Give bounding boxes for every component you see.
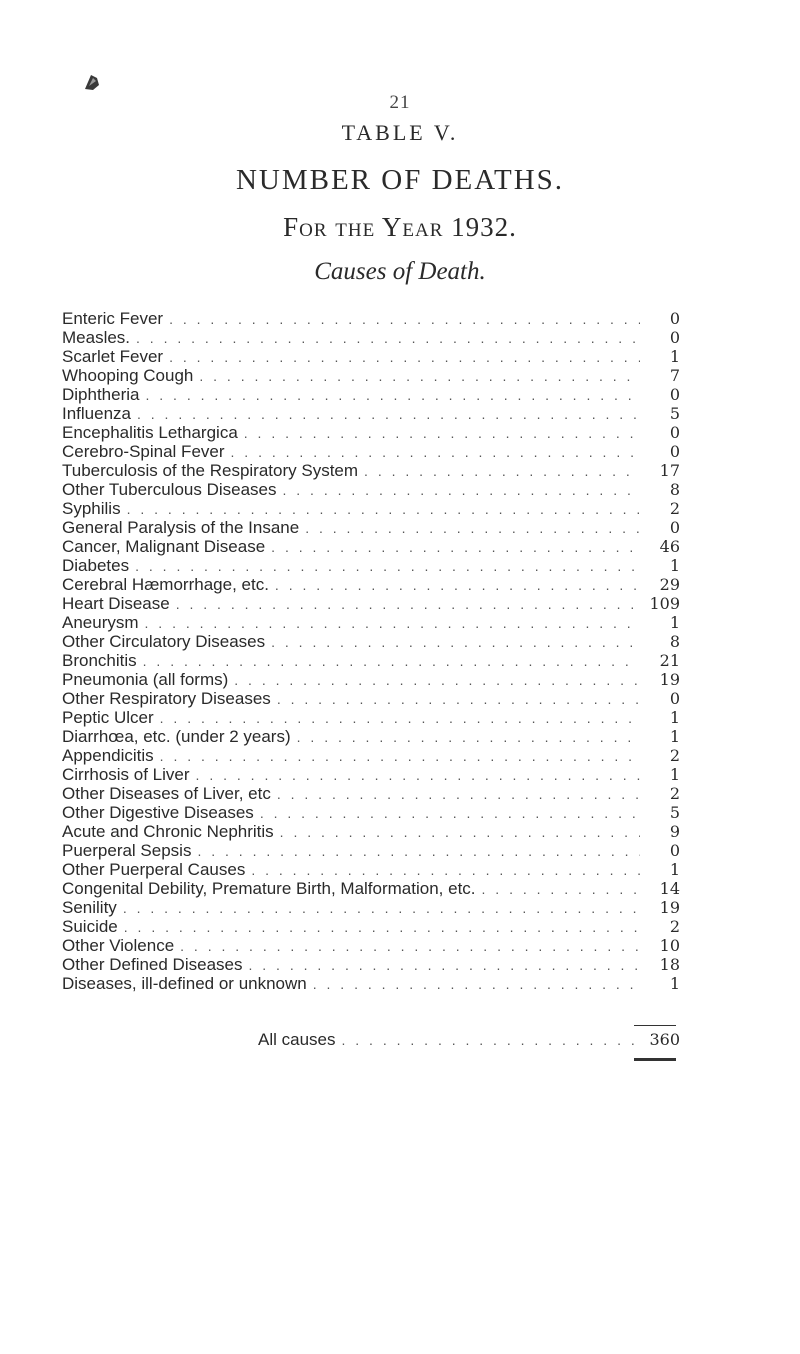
cause-row bbox=[62, 879, 680, 898]
cause-label: Bronchitis bbox=[62, 651, 137, 670]
cause-label: Cancer, Malignant Disease bbox=[62, 537, 266, 556]
dot-leader bbox=[160, 709, 640, 728]
cause-row bbox=[62, 404, 680, 423]
cause-count: 1 bbox=[669, 556, 680, 575]
cause-count: 0 bbox=[669, 309, 680, 328]
cause-count: 9 bbox=[669, 822, 680, 841]
cause-count: 0 bbox=[669, 841, 680, 860]
dot-leader bbox=[135, 557, 640, 576]
dot-leader bbox=[127, 500, 640, 519]
cause-count: 18 bbox=[659, 955, 680, 974]
cause-row bbox=[62, 898, 680, 917]
cause-label: Other Diseases of Liver, etc bbox=[62, 784, 271, 803]
cause-row bbox=[62, 670, 680, 689]
cause-label: Appendicitis bbox=[62, 746, 154, 765]
cause-count: 0 bbox=[669, 423, 680, 442]
cause-row bbox=[62, 689, 680, 708]
cause-count: 2 bbox=[669, 784, 680, 803]
cause-label: Other Tuberculous Diseases bbox=[62, 480, 277, 499]
cause-count: 29 bbox=[659, 575, 680, 594]
cause-label: Suicide bbox=[62, 917, 118, 936]
cause-row bbox=[62, 803, 680, 822]
cause-row bbox=[62, 841, 680, 860]
dot-leader bbox=[196, 766, 640, 785]
cause-label: Other Respiratory Diseases bbox=[62, 689, 271, 708]
total-label: All causes bbox=[258, 1030, 336, 1049]
cause-label: Pneumonia (all forms) bbox=[62, 670, 229, 689]
dot-leader bbox=[271, 633, 640, 652]
cause-count: 2 bbox=[669, 499, 680, 518]
dot-leader bbox=[244, 424, 640, 443]
cause-row bbox=[62, 917, 680, 936]
dot-leader bbox=[283, 481, 641, 500]
cause-row bbox=[62, 936, 680, 955]
cause-label: Encephalitis Lethargica bbox=[62, 423, 238, 442]
total-value: 360 bbox=[649, 1030, 680, 1049]
cause-count: 1 bbox=[669, 860, 680, 879]
cause-count: 14 bbox=[659, 879, 680, 898]
cause-label: Enteric Fever bbox=[62, 309, 164, 328]
page-number: 21 bbox=[389, 92, 411, 113]
cause-count: 19 bbox=[659, 898, 680, 917]
cause-label: Aneurysm bbox=[62, 613, 139, 632]
cause-count: 8 bbox=[669, 480, 680, 499]
dot-leader bbox=[197, 842, 640, 861]
cause-row bbox=[62, 727, 680, 746]
cause-count: 2 bbox=[669, 746, 680, 765]
cause-row bbox=[62, 575, 680, 594]
cause-row bbox=[62, 461, 680, 480]
cause-label: Diarrhœa, etc. (under 2 years) bbox=[62, 727, 291, 746]
cause-count: 10 bbox=[659, 936, 680, 955]
dot-leader bbox=[145, 614, 640, 633]
cause-label: Influenza bbox=[62, 404, 131, 423]
dot-leader bbox=[176, 595, 640, 614]
cause-row bbox=[62, 594, 680, 613]
dot-leader bbox=[364, 462, 640, 481]
dot-leader bbox=[143, 652, 640, 671]
cause-count: 5 bbox=[669, 404, 680, 423]
cause-row bbox=[62, 556, 680, 575]
cause-label: Peptic Ulcer bbox=[62, 708, 154, 727]
dot-leader bbox=[180, 937, 640, 956]
cause-label: Congenital Debility, Premature Birth, Malformation, etc. bbox=[62, 879, 476, 898]
total-row bbox=[258, 1030, 680, 1050]
dot-leader bbox=[160, 747, 640, 766]
cause-label: Other Puerperal Causes bbox=[62, 860, 246, 879]
cause-row bbox=[62, 632, 680, 651]
cause-row bbox=[62, 613, 680, 632]
cause-label: Other Circulatory Diseases bbox=[62, 632, 266, 651]
cause-row bbox=[62, 822, 680, 841]
dot-leader bbox=[169, 310, 640, 329]
total-rule-bottom bbox=[634, 1058, 676, 1061]
cause-count: 0 bbox=[669, 689, 680, 708]
cause-count: 0 bbox=[669, 442, 680, 461]
cause-label: Diseases, ill-defined or unknown bbox=[62, 974, 307, 993]
cause-row bbox=[62, 423, 680, 442]
cause-label: Syphilis bbox=[62, 499, 121, 518]
cause-row bbox=[62, 651, 680, 670]
causes-of-death-list bbox=[62, 309, 680, 993]
dot-leader bbox=[482, 880, 640, 899]
total-rule-top bbox=[634, 1025, 676, 1026]
dot-leader bbox=[146, 386, 641, 405]
dot-leader bbox=[271, 538, 640, 557]
cause-count: 1 bbox=[669, 727, 680, 746]
cause-label: Measles. bbox=[62, 328, 131, 347]
cause-count: 1 bbox=[669, 347, 680, 366]
dot-leader bbox=[251, 861, 640, 880]
dot-leader bbox=[137, 405, 640, 424]
cause-count: 1 bbox=[669, 708, 680, 727]
dot-leader bbox=[313, 975, 640, 994]
document-subtitle: For the Year 1932. bbox=[283, 212, 517, 242]
dot-leader bbox=[124, 918, 640, 937]
cause-row bbox=[62, 366, 680, 385]
cause-count: 21 bbox=[659, 651, 680, 670]
cause-label: Scarlet Fever bbox=[62, 347, 164, 366]
cause-label: Whooping Cough bbox=[62, 366, 194, 385]
cause-count: 0 bbox=[669, 518, 680, 537]
cause-row bbox=[62, 746, 680, 765]
cause-row bbox=[62, 309, 680, 328]
cause-row bbox=[62, 385, 680, 404]
cause-label: Cerebral Hæmorrhage, etc. bbox=[62, 575, 269, 594]
cause-row bbox=[62, 518, 680, 537]
dot-leader bbox=[136, 329, 640, 348]
cause-row bbox=[62, 860, 680, 879]
dot-leader bbox=[305, 519, 640, 538]
cause-count: 109 bbox=[649, 594, 680, 613]
cause-row bbox=[62, 765, 680, 784]
dot-leader bbox=[248, 956, 640, 975]
dot-leader bbox=[199, 367, 640, 386]
cause-label: Diabetes bbox=[62, 556, 130, 575]
cause-count: 5 bbox=[669, 803, 680, 822]
dot-leader bbox=[231, 443, 640, 462]
dot-leader bbox=[169, 348, 640, 367]
cause-count: 8 bbox=[669, 632, 680, 651]
cause-label: Cerebro-Spinal Fever bbox=[62, 442, 225, 461]
cause-row bbox=[62, 537, 680, 556]
cause-row bbox=[62, 784, 680, 803]
dot-leader bbox=[260, 804, 640, 823]
dot-leader bbox=[277, 785, 640, 804]
dot-leader bbox=[280, 823, 640, 842]
cause-label: Heart Disease bbox=[62, 594, 170, 613]
section-heading: Causes of Death. bbox=[314, 258, 486, 285]
table-label: TABLE V. bbox=[341, 120, 459, 145]
cause-row bbox=[62, 328, 680, 347]
cause-count: 1 bbox=[669, 974, 680, 993]
ink-blot-mark bbox=[82, 72, 102, 92]
cause-count: 1 bbox=[669, 765, 680, 784]
cause-count: 1 bbox=[669, 613, 680, 632]
document-title: NUMBER OF DEATHS. bbox=[235, 164, 565, 196]
cause-row bbox=[62, 442, 680, 461]
cause-label: Acute and Chronic Nephritis bbox=[62, 822, 274, 841]
cause-count: 2 bbox=[669, 917, 680, 936]
cause-label: Puerperal Sepsis bbox=[62, 841, 192, 860]
cause-row bbox=[62, 974, 680, 993]
cause-label: Cirrhosis of Liver bbox=[62, 765, 190, 784]
cause-label: Other Violence bbox=[62, 936, 175, 955]
dot-leader bbox=[277, 690, 640, 709]
cause-count: 17 bbox=[659, 461, 680, 480]
dot-leader bbox=[341, 1030, 636, 1050]
cause-row bbox=[62, 347, 680, 366]
cause-label: General Paralysis of the Insane bbox=[62, 518, 300, 537]
dot-leader bbox=[297, 728, 640, 747]
cause-count: 46 bbox=[659, 537, 680, 556]
cause-row bbox=[62, 955, 680, 974]
cause-row bbox=[62, 708, 680, 727]
dot-leader bbox=[275, 576, 640, 595]
cause-count: 19 bbox=[659, 670, 680, 689]
cause-count: 7 bbox=[669, 366, 680, 385]
cause-row bbox=[62, 499, 680, 518]
cause-label: Diphtheria bbox=[62, 385, 140, 404]
dot-leader bbox=[123, 899, 640, 918]
cause-label: Other Digestive Diseases bbox=[62, 803, 254, 822]
cause-row bbox=[62, 480, 680, 499]
cause-label: Other Defined Diseases bbox=[62, 955, 243, 974]
cause-label: Senility bbox=[62, 898, 117, 917]
cause-label: Tuberculosis of the Respiratory System bbox=[62, 461, 359, 480]
cause-count: 0 bbox=[669, 328, 680, 347]
dot-leader bbox=[234, 671, 640, 690]
cause-count: 0 bbox=[669, 385, 680, 404]
